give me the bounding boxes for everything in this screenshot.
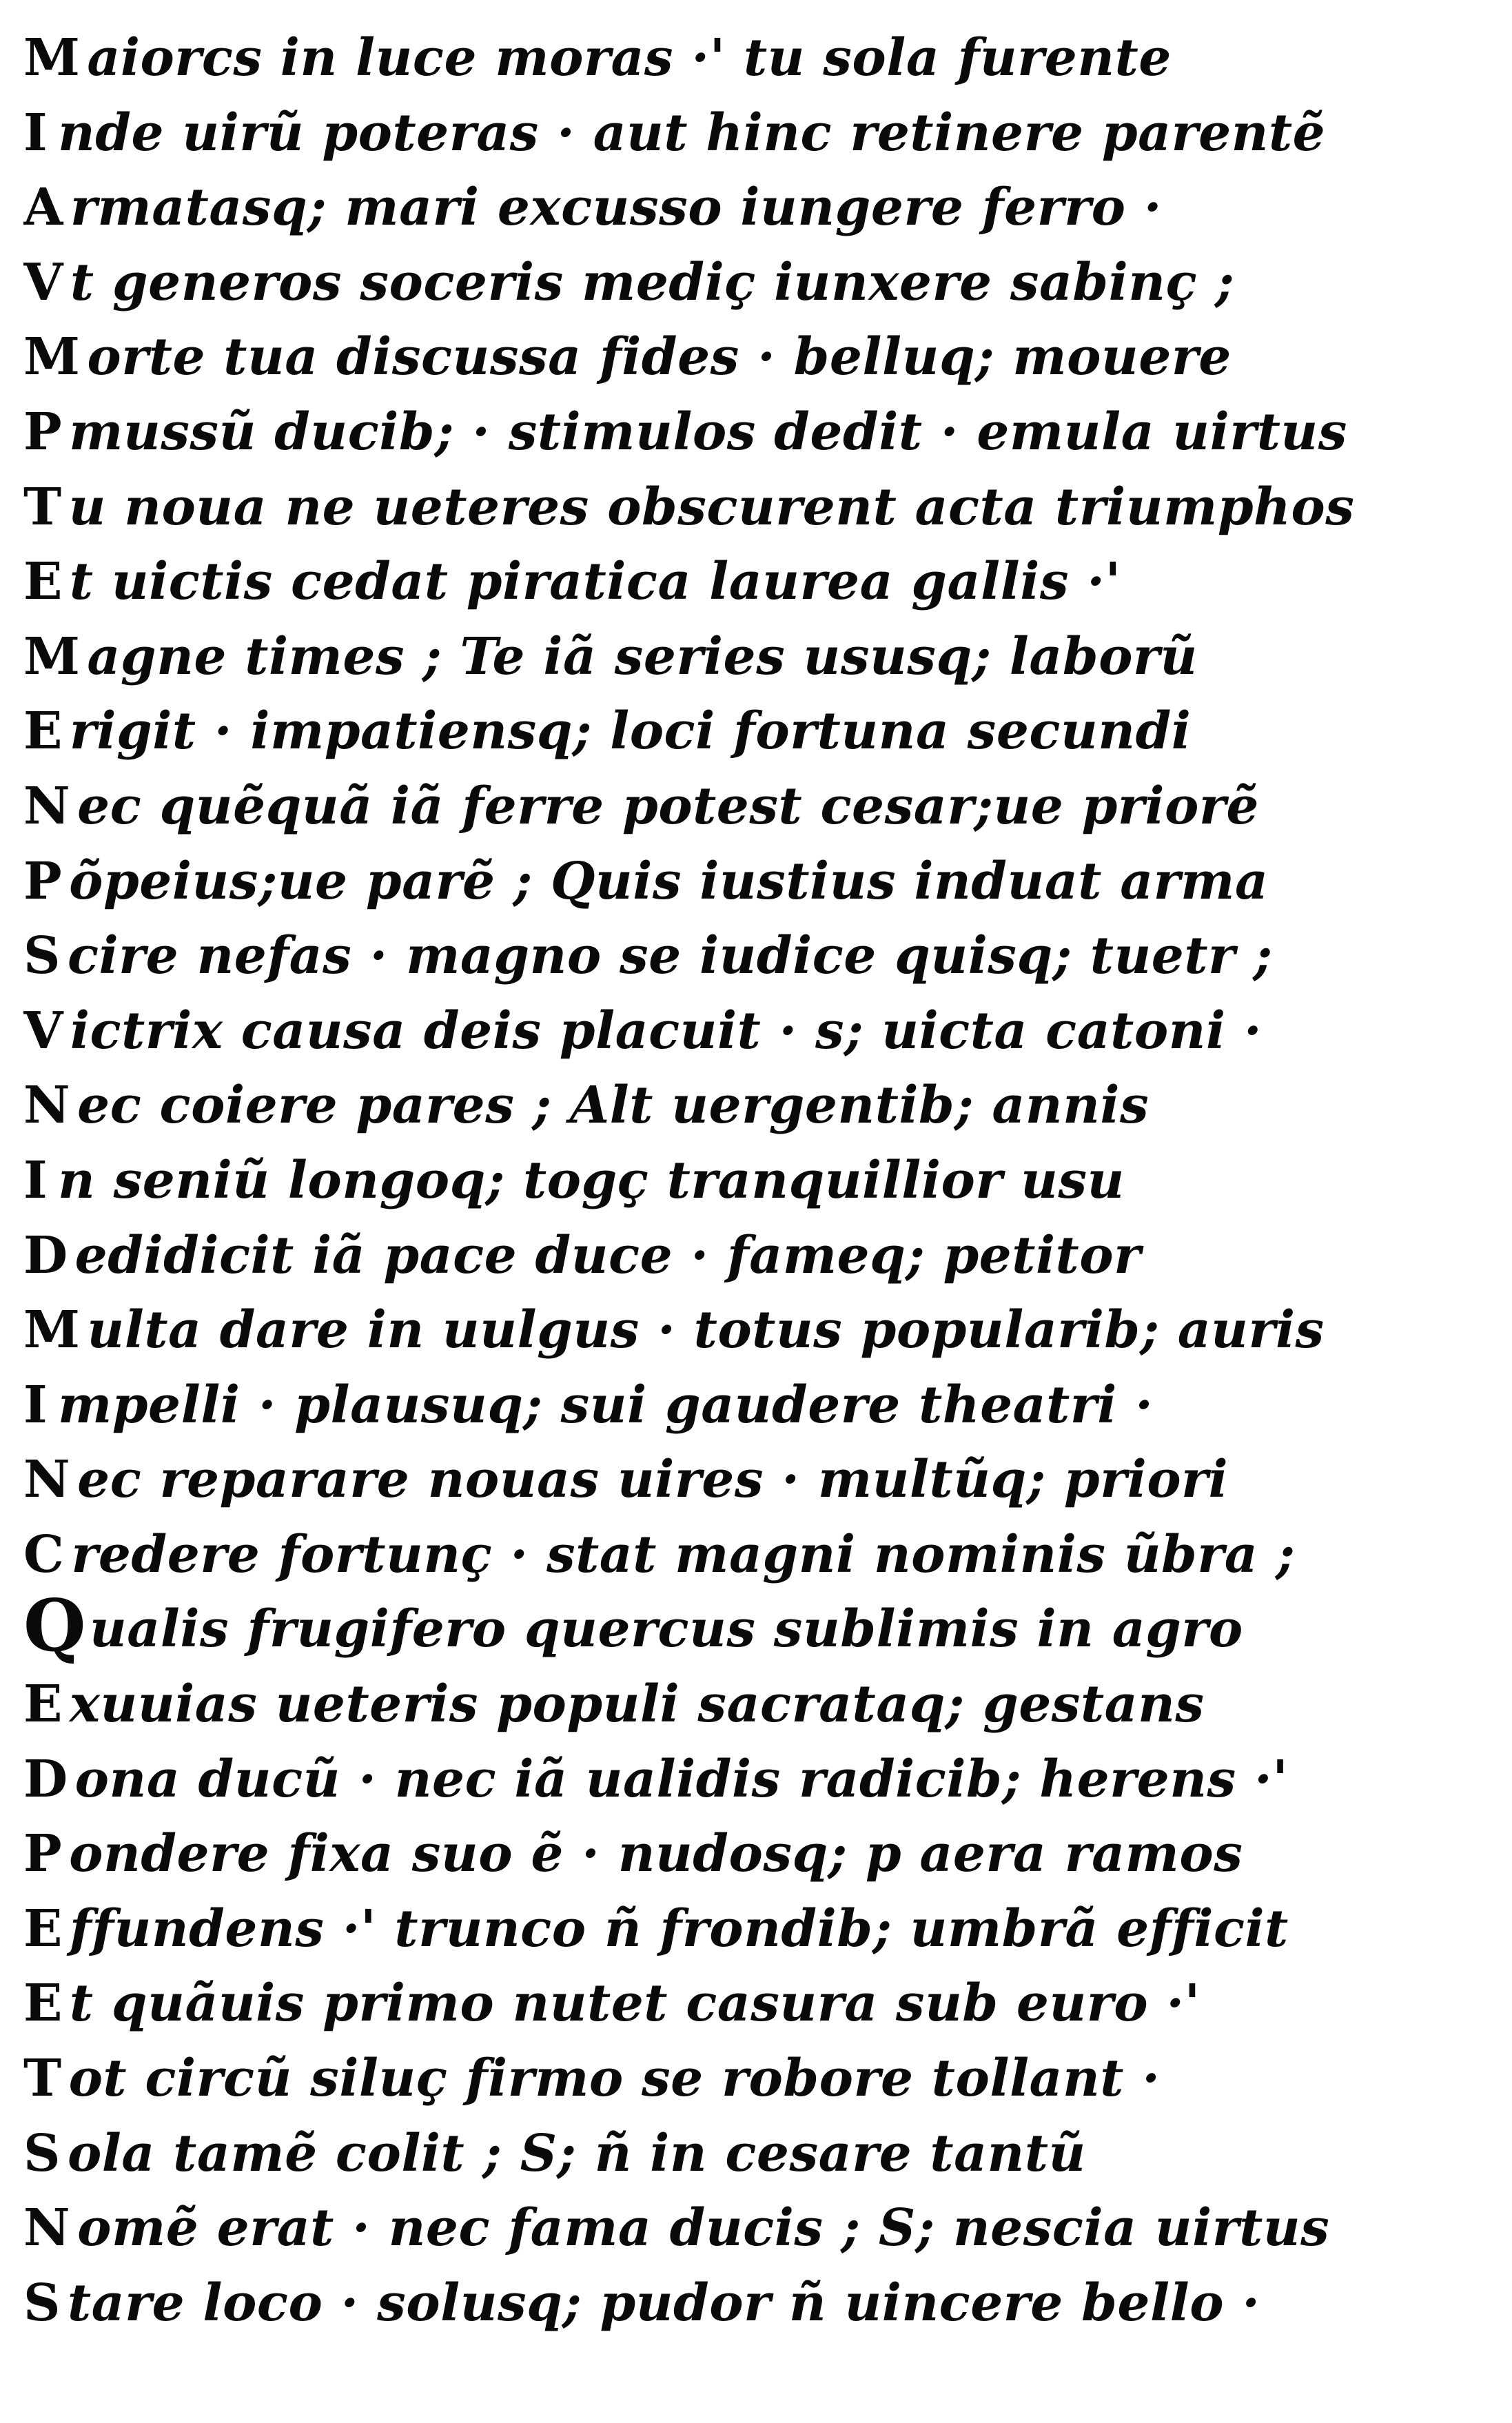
line-initial: N (23, 1076, 71, 1136)
verse-line (23, 245, 1484, 320)
line-text: u noua ne ueteres obscurent acta triumphos (68, 477, 1355, 537)
line-text: t quãuis primo nutet casura sub euro ·' (69, 1974, 1201, 2034)
line-initial: M (23, 28, 81, 88)
verse-line (23, 2116, 1484, 2191)
line-initial: P (23, 851, 63, 911)
verse-line (23, 1442, 1484, 1517)
verse-line (23, 470, 1484, 545)
verse-line (23, 320, 1484, 395)
line-text: t generos soceris mediç iunxere sabinç ; (70, 252, 1235, 312)
line-initial: N (23, 1450, 71, 1510)
verse-line (23, 1966, 1484, 2041)
line-initial: S (23, 2273, 61, 2333)
line-text: rmatasq; mari excusso iungere ferro · (70, 178, 1163, 238)
line-text: tare loco · solusq; pudor ñ uincere bello · (67, 2273, 1260, 2333)
line-text: ualis frugifero quercus sublimis in agro (90, 1599, 1243, 1659)
verse-line (23, 170, 1484, 245)
verse-line (23, 1143, 1484, 1218)
line-text: ec reparare nouas uires · multũq; priori (77, 1450, 1229, 1510)
verse-line (23, 1218, 1484, 1294)
line-text: mussũ ducib; · stimulos dedit · emula uirtus (69, 402, 1347, 462)
verse-line (23, 1592, 1484, 1667)
line-text: t uictis cedat piratica laurea gallis ·' (69, 552, 1121, 612)
verse-column (23, 21, 1484, 2340)
line-initial: E (23, 1974, 63, 2034)
line-text: aiorcs in luce moras ·' tu sola furente (87, 28, 1172, 88)
line-initial: E (23, 702, 63, 761)
verse-line (23, 1667, 1484, 1742)
line-initial: T (23, 2049, 62, 2109)
verse-line (23, 1368, 1484, 1443)
line-initial: D (23, 1749, 68, 1809)
line-text: agne times ; Te iã series ususq; laborũ (87, 626, 1198, 686)
line-initial: M (23, 626, 81, 686)
line-text: cire nefas · magno se iudice quisq; tuetr ; (67, 926, 1273, 986)
line-initial: D (23, 1225, 68, 1285)
verse-line (23, 2266, 1484, 2341)
line-initial: V (23, 1001, 63, 1061)
line-initial: I (23, 103, 48, 163)
line-initial: I (23, 1150, 48, 1210)
verse-line (23, 919, 1484, 994)
verse-line (23, 1068, 1484, 1143)
verse-line (23, 2041, 1484, 2116)
line-text: ola tamẽ colit ; S; ñ in cesare tantũ (67, 2123, 1086, 2183)
line-text: mpelli · plausuq; sui gaudere theatri · (58, 1375, 1154, 1435)
line-text: omẽ erat · nec fama ducis ; S; nescia uirtus (77, 2198, 1330, 2258)
verse-line (23, 21, 1484, 96)
line-initial: N (23, 776, 71, 836)
line-text: õpeius;ue parẽ ; Quis iustius induat arma (69, 851, 1269, 911)
verse-line (23, 395, 1484, 470)
verse-line (23, 1293, 1484, 1368)
line-initial: M (23, 1300, 81, 1360)
line-initial: I (23, 1375, 48, 1435)
line-text: xuuias ueteris populi sacrataq; gestans (69, 1675, 1205, 1735)
verse-line (23, 769, 1484, 844)
line-text: ictrix causa deis placuit · s; uicta catoni · (70, 1001, 1263, 1061)
line-initial: E (23, 552, 63, 612)
verse-line (23, 2191, 1484, 2266)
line-text: ffundens ·' trunco ñ frondib; umbrã efficit (69, 1899, 1289, 1959)
line-text: orte tua discussa fides · belluq; mouere (87, 327, 1232, 387)
line-text: nde uirũ poteras · aut hinc retinere parentẽ (58, 103, 1326, 163)
verse-line (23, 1817, 1484, 1892)
line-text: ondere fixa suo ẽ · nudosq; p aera ramos (69, 1824, 1243, 1884)
verse-line (23, 620, 1484, 695)
line-text: ec quẽquã iã ferre potest cesar;ue priorẽ (77, 776, 1259, 836)
verse-line (23, 96, 1484, 171)
verse-line (23, 994, 1484, 1069)
line-initial: E (23, 1899, 63, 1959)
verse-line (23, 1742, 1484, 1817)
line-initial: P (23, 402, 63, 462)
line-initial: S (23, 2123, 61, 2183)
verse-line (23, 1517, 1484, 1593)
line-text: redere fortunç · stat magni nominis ũbra ; (71, 1524, 1296, 1584)
line-initial: Q (23, 1592, 87, 1668)
line-text: rigit · impatiensq; loci fortuna secundi (69, 702, 1192, 761)
line-text: ona ducũ · nec iã ualidis radicib; herens ·' (74, 1749, 1289, 1809)
line-text: ulta dare in uulgus · totus popularib; auris (87, 1300, 1325, 1360)
verse-line (23, 544, 1484, 620)
line-text: ec coiere pares ; Alt uergentib; annis (77, 1076, 1150, 1136)
line-text: ot circũ siluç firmo se robore tollant · (68, 2049, 1161, 2109)
line-initial: T (23, 477, 62, 537)
line-initial: S (23, 926, 61, 986)
line-initial: C (23, 1524, 65, 1584)
verse-line (23, 1892, 1484, 1967)
line-text: n seniũ longoq; togç tranquillior usu (58, 1150, 1125, 1210)
line-initial: V (23, 252, 63, 312)
verse-line (23, 844, 1484, 919)
line-initial: M (23, 327, 81, 387)
line-initial: N (23, 2198, 71, 2258)
line-initial: A (23, 178, 63, 238)
line-initial: P (23, 1824, 63, 1884)
verse-line (23, 694, 1484, 769)
line-initial: E (23, 1675, 63, 1735)
line-text: edidicit iã pace duce · fameq; petitor (74, 1225, 1141, 1285)
